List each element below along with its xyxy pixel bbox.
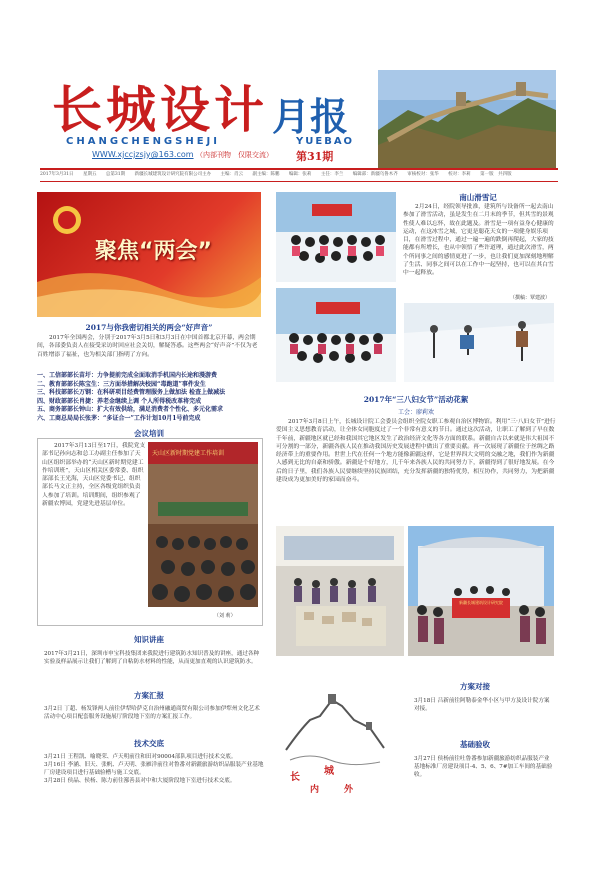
snow-photo-1 (276, 192, 396, 282)
lianghui-paragraph: 2017年全国两会，分别于2017年3月5日和3月3日在中国首都北京开幕，两会期间，各部委负责人在接受采访时回应社会关切，解疑答惑。这些两会“好声音”不仅为老百姓增添了福祉，也为相关部门指明了方向。 (37, 335, 258, 358)
foundation-paragraph: 3月27日 侯杨前往吐鲁番参加新疆旅游纺织品服装产业基地标准厂房建设项目-4、5、6、7#加工车间的基础验收。 (414, 756, 553, 778)
art-char-1: 长 (290, 772, 300, 783)
masthead-title: 长城设计 (52, 81, 268, 139)
hdr-dept: 编辑部：新疆乌鲁木齐 (352, 172, 398, 177)
header-bar (40, 168, 558, 182)
great-wall-art (280, 690, 390, 810)
women-body (276, 418, 556, 518)
women-byline: 工会：廖莉欢 (397, 409, 434, 416)
snow-body (403, 203, 554, 295)
foundation-body (414, 755, 554, 779)
knowledge-paragraph: 2017年3月21日，深圳市申宝科技集团来我院进行建筑防水知识普及的讲座，通过各种实验及样品展示让我们了解到了自粘防水材料的性能，从而更加直观的认识建筑防水。 (44, 651, 260, 665)
list-item: 二、教育部部长陈宝生：三方面举措解决校园“毒跑道”事件发生 (37, 380, 206, 388)
internal-note: （内部刊物 仅限交流） (196, 151, 273, 159)
list-item: 一、工信部部长苗圩：力争提前完成全面取消手机国内长途和漫游费 (37, 372, 218, 379)
hdr-page: 第一版 共四版 (480, 172, 512, 177)
tech-item: 3月28日 侯晶、侯杨、陈力前往鄯善县对中和大厦阶段地下室进行技术交底。 (44, 778, 236, 784)
foundation-heading: 基础验收 (460, 740, 490, 749)
list-item: 六、工商总局局长张茅：“多证合一”工作计划10月1号前完成 (37, 414, 201, 422)
lianghui-headline: 2017与你我密切相关的两会“好声音” (85, 323, 213, 332)
art-char-3: 内 (310, 785, 320, 795)
scheme-review-body (414, 697, 554, 713)
scheme-paragraph: 3月2日 丁超、杨发锋两人前往伊犁哈萨克自治州融通商贸有限公司参加伊犁州文化艺术活动中心项目配套服务设施展厅阶段地下室的方案汇报工作。 (44, 706, 260, 720)
lianghui-banner (37, 192, 261, 317)
tech-body (44, 753, 264, 785)
list-item: 三、科技部部长万钢：在科研项目经费管理服务上做加法 检查上做减法 (37, 389, 226, 397)
hdr-proof: 校对：李莉 (448, 172, 471, 177)
masthead-pinyin: CHANGCHENGSHEJI (66, 136, 220, 147)
hdr-director: 主任：李兰 (320, 172, 344, 177)
scheme-review-paragraph: 3月18日 吕新前往阿勒泰金华小区与甲方及设计院方案对接。 (414, 698, 550, 712)
scheme-heading: 方案汇报 (134, 691, 164, 700)
tech-item: 3月16日 李涵、旧天、张帆、卢天明、张雁洋前往对鲁番对新疆旅游纺织品服装产业基地厂房建设项目进行基础验槽与施工交底。 (44, 762, 264, 776)
tech-heading: 技术交底 (134, 739, 164, 748)
hdr-deputy: 副主编：陈鹏 (252, 172, 280, 177)
women-heading: 2017年“三八妇女节”活动花絮 (363, 395, 469, 404)
snow-heading: 南山滑雪记 (459, 193, 497, 202)
great-wall-photo (378, 70, 556, 168)
scheme-review-heading: 方案对接 (460, 682, 490, 691)
hdr-editor: 主编：肖云 (220, 172, 244, 177)
women-photo-1 (276, 526, 404, 656)
snow-photo-2 (276, 288, 396, 382)
lianghui-list (37, 372, 269, 424)
meeting-photo-caption: 天山区新时期党建工作培训 (152, 450, 225, 457)
scheme-body (44, 705, 264, 721)
women-banner-text: 新疆长城建筑设计研究院 (459, 600, 503, 605)
hdr-weekday: 星期五 (82, 172, 97, 177)
art-char-4: 外 (344, 785, 354, 795)
tech-item: 3月21日 王程凯、喻晓荣、卢天明前往和田对90004部队项目进行技术交底。 (44, 754, 237, 760)
list-item: 五、商务部部长钟山：扩大有效供给，满足消费者个性化、多元化需求 (37, 406, 224, 414)
art-char-2: 城 (324, 766, 334, 777)
hdr-date: 2017年3月31日 (40, 172, 74, 177)
meeting-body (42, 442, 146, 622)
hdr-host: 新疆长城建筑设计研究院有限公司主办 (134, 172, 212, 177)
snow-paragraph: 2月24日，经院领导批准，建筑所与设备所一起去南山参加了滑雪活动，虽是发生在二月末的季节，但其雪的景观性使人难以忘怀，故在此题及。滑雪是一项有益身心健康的运动，在这冰雪之城，它更是聪花天女的一项健身娱乐项目，在滑雪过程中，通过一遍一遍的跌倒再爬起，大家的技能都有所增长，也从中领悟了些许道理，通过此次滑雪，两个所同事之间的感情更进了一步，也让我们更加深刻地理解了生活、同事之间可以在工作中一起坚持，也可以在其白雪中一起释放。 (403, 204, 554, 277)
lianghui-body (37, 334, 261, 370)
snow-photo-3 (404, 303, 554, 382)
meeting-heading: 会议培训 (134, 429, 164, 438)
masthead-subtitle: 月报 (272, 95, 349, 139)
snow-author: （撰稿：覃建波） (510, 295, 551, 301)
women-photo-2 (408, 526, 554, 656)
knowledge-body (44, 650, 264, 666)
issue-number: 第31期 (296, 150, 334, 163)
meeting-paragraph: 2017年3月13日至17日，我院党支部书记孙向志和总工办副主任参加了天山区组织部举办的“天山区新时期党建工作培训班”，天山区相关区委常委、组织部部长王光海，天山区党委书记、组织部长马文正主持，全区各级党组织负责人参加了培训。培训期间，组织参观了新疆农博园，党建先进基层单位。 (42, 443, 146, 508)
banner-title: 聚焦“两会” (95, 239, 212, 264)
hdr-edit: 编辑：张莉 (288, 172, 312, 177)
women-paragraph: 2017年3月8日上午，长城设计院工会委员会组织全院女职工参观自治区博物馆。利用“三·八妇女节”进行爱国主义思想教育活动，让全体女同胞度过了一个非常有意义的节日。通过这次活动，让职工了解到了早在数千年前，新疆地区就已经和我国其它地区发生了政治经济文化等各方面的联系。新疆自古以来就是伟大祖国不可分割的一部分，新疆各族人民在推动我国历史发展进程中做出了重要贡献。再一次展现了新疆位于丝绸之路经济带上的重要作用。世世上代在任何一个地方能像新疆这样，它是世界四大文明的交融之地，我们作为新疆人感到无比的自豪和骄傲。新疆是个好地方，几千年来各族人民的共同努力下，新疆得到了很好地发展。在今后的日子里，我们各族人民要继续坚持民族团结，充分发挥新疆的独特优势，相互协作，共同努力，为把新疆建设成为更加美好的家园而奋斗。 (276, 419, 556, 484)
masthead-pinyin-sub: YUEBAO (296, 136, 355, 147)
hdr-review: 审核校对：张华 (407, 172, 439, 177)
list-item: 四、财政部部长肖捷：养老金继续上调 个人所得税改革将完成 (37, 397, 202, 405)
website-link[interactable]: WWW.xjccjzsjy@163.com (92, 150, 194, 159)
meeting-signature: （刘 莉） (214, 613, 236, 619)
meeting-photo (148, 442, 258, 607)
knowledge-heading: 知识讲座 (134, 635, 164, 644)
hdr-total: 总第31期 (105, 172, 126, 177)
